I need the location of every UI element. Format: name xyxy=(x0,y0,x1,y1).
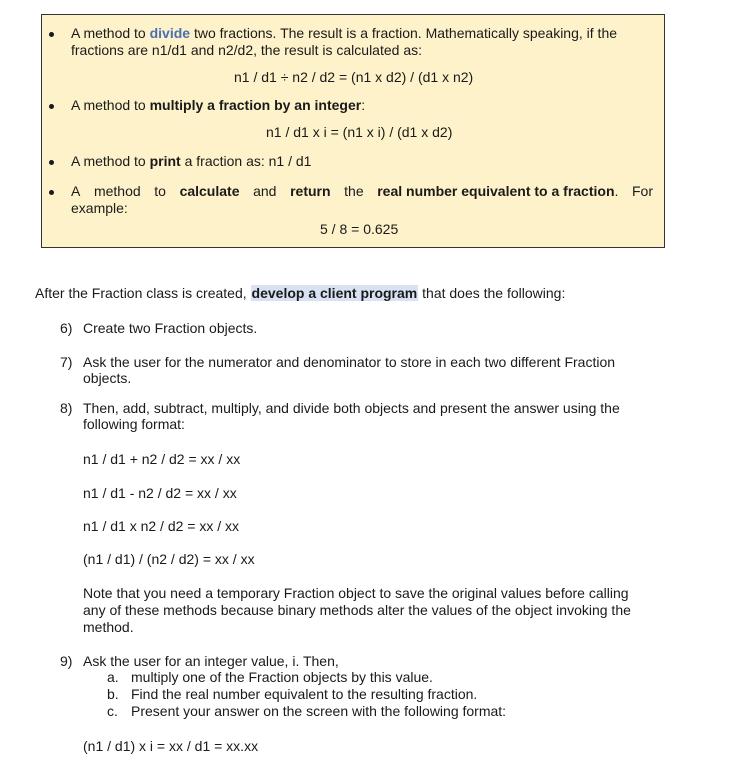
intro-paragraph xyxy=(35,285,565,302)
divide-formula: n1 / d1 ÷ n2 / d2 = (n1 x d2) / (d1 x n2) xyxy=(234,69,474,85)
item-6-text: Create two Fraction objects. xyxy=(83,320,258,336)
item-8-line-1: Then, add, subtract, multiply, and divide both objects and present the answer using the xyxy=(83,400,620,416)
highlighted-phrase: develop a client program xyxy=(251,285,418,301)
scalar-format: (n1 / d1) x i = xx / d1 = xx.xx xyxy=(83,738,259,754)
text: : xyxy=(361,97,366,113)
text: A method to xyxy=(71,97,150,113)
note-line-3: method. xyxy=(83,619,134,635)
bullet-icon xyxy=(49,104,54,109)
calculate-keyword: calculate xyxy=(179,183,240,199)
print-method-line xyxy=(71,153,311,170)
divide-method-line-2: fractions are n1/d1 and n2/d2, the result is calculated as: xyxy=(71,42,422,58)
bullet-icon xyxy=(49,190,54,195)
sub-item-label: b. xyxy=(107,686,119,702)
sub-item-b-text: Find the real number equivalent to the resulting fraction. xyxy=(131,686,478,702)
subtract-format: n1 / d1 - n2 / d2 = xx / xx xyxy=(83,485,237,501)
real-number-keyword: real number equivalent to a fraction xyxy=(377,183,615,199)
divide-format: (n1 / d1) / (n2 / d2) = xx / xx xyxy=(83,551,255,567)
return-keyword: return xyxy=(290,183,331,199)
sub-item-c-text: Present your answer on the screen with the following format: xyxy=(131,703,507,719)
text: the xyxy=(344,183,364,199)
add-format: n1 / d1 + n2 / d2 = xx / xx xyxy=(83,451,241,467)
text: . xyxy=(614,183,619,199)
item-number: 9) xyxy=(60,653,73,669)
sub-item-label: c. xyxy=(107,703,118,719)
item-number: 7) xyxy=(60,354,73,370)
bullet-icon xyxy=(49,32,54,37)
divide-method-line-1 xyxy=(71,25,617,42)
bullet-icon xyxy=(49,160,54,165)
text: method xyxy=(93,183,141,199)
text: to xyxy=(154,183,166,199)
text: A xyxy=(71,183,81,199)
calculate-method-line-1 xyxy=(71,183,653,200)
item-9-text: Ask the user for an integer value, i. Then, xyxy=(83,653,339,669)
print-keyword: print xyxy=(149,153,181,169)
divide-keyword: divide xyxy=(149,25,191,41)
item-7-line-1: Ask the user for the numerator and denominator to store in each two different Fraction xyxy=(83,354,616,370)
text: A method to xyxy=(71,25,150,41)
multiply-format: n1 / d1 x n2 / d2 = xx / xx xyxy=(83,518,240,534)
item-8-line-2: following format: xyxy=(83,416,185,432)
item-number: 6) xyxy=(60,320,73,336)
multiply-keyword: multiply a fraction by an integer xyxy=(149,97,362,113)
text: two fractions. The result is a fraction. Mathematically speaking, if the xyxy=(190,25,618,41)
text: that does the following: xyxy=(418,285,566,301)
text: a fraction as: n1 / d1 xyxy=(180,153,312,169)
multiply-method-line xyxy=(71,97,365,114)
example-formula: 5 / 8 = 0.625 xyxy=(320,221,399,237)
item-7-line-2: objects. xyxy=(83,370,132,386)
real-number-phrase xyxy=(377,183,618,200)
text: For xyxy=(632,183,653,199)
text: After the Fraction class is created, xyxy=(35,285,251,301)
note-line-2: any of these methods because binary methods alter the values of the object invoking the xyxy=(83,602,631,618)
sub-item-label: a. xyxy=(107,669,119,685)
multiply-formula: n1 / d1 x i = (n1 x i) / (d1 x d2) xyxy=(266,124,453,140)
sub-item-a-text: multiply one of the Fraction objects by this value. xyxy=(131,669,433,685)
text: A method to xyxy=(71,153,150,169)
text: and xyxy=(253,183,277,199)
item-number: 8) xyxy=(60,400,73,416)
note-line-1: Note that you need a temporary Fraction object to save the original values before calling xyxy=(83,585,629,601)
calculate-method-line-2: example: xyxy=(71,200,128,216)
